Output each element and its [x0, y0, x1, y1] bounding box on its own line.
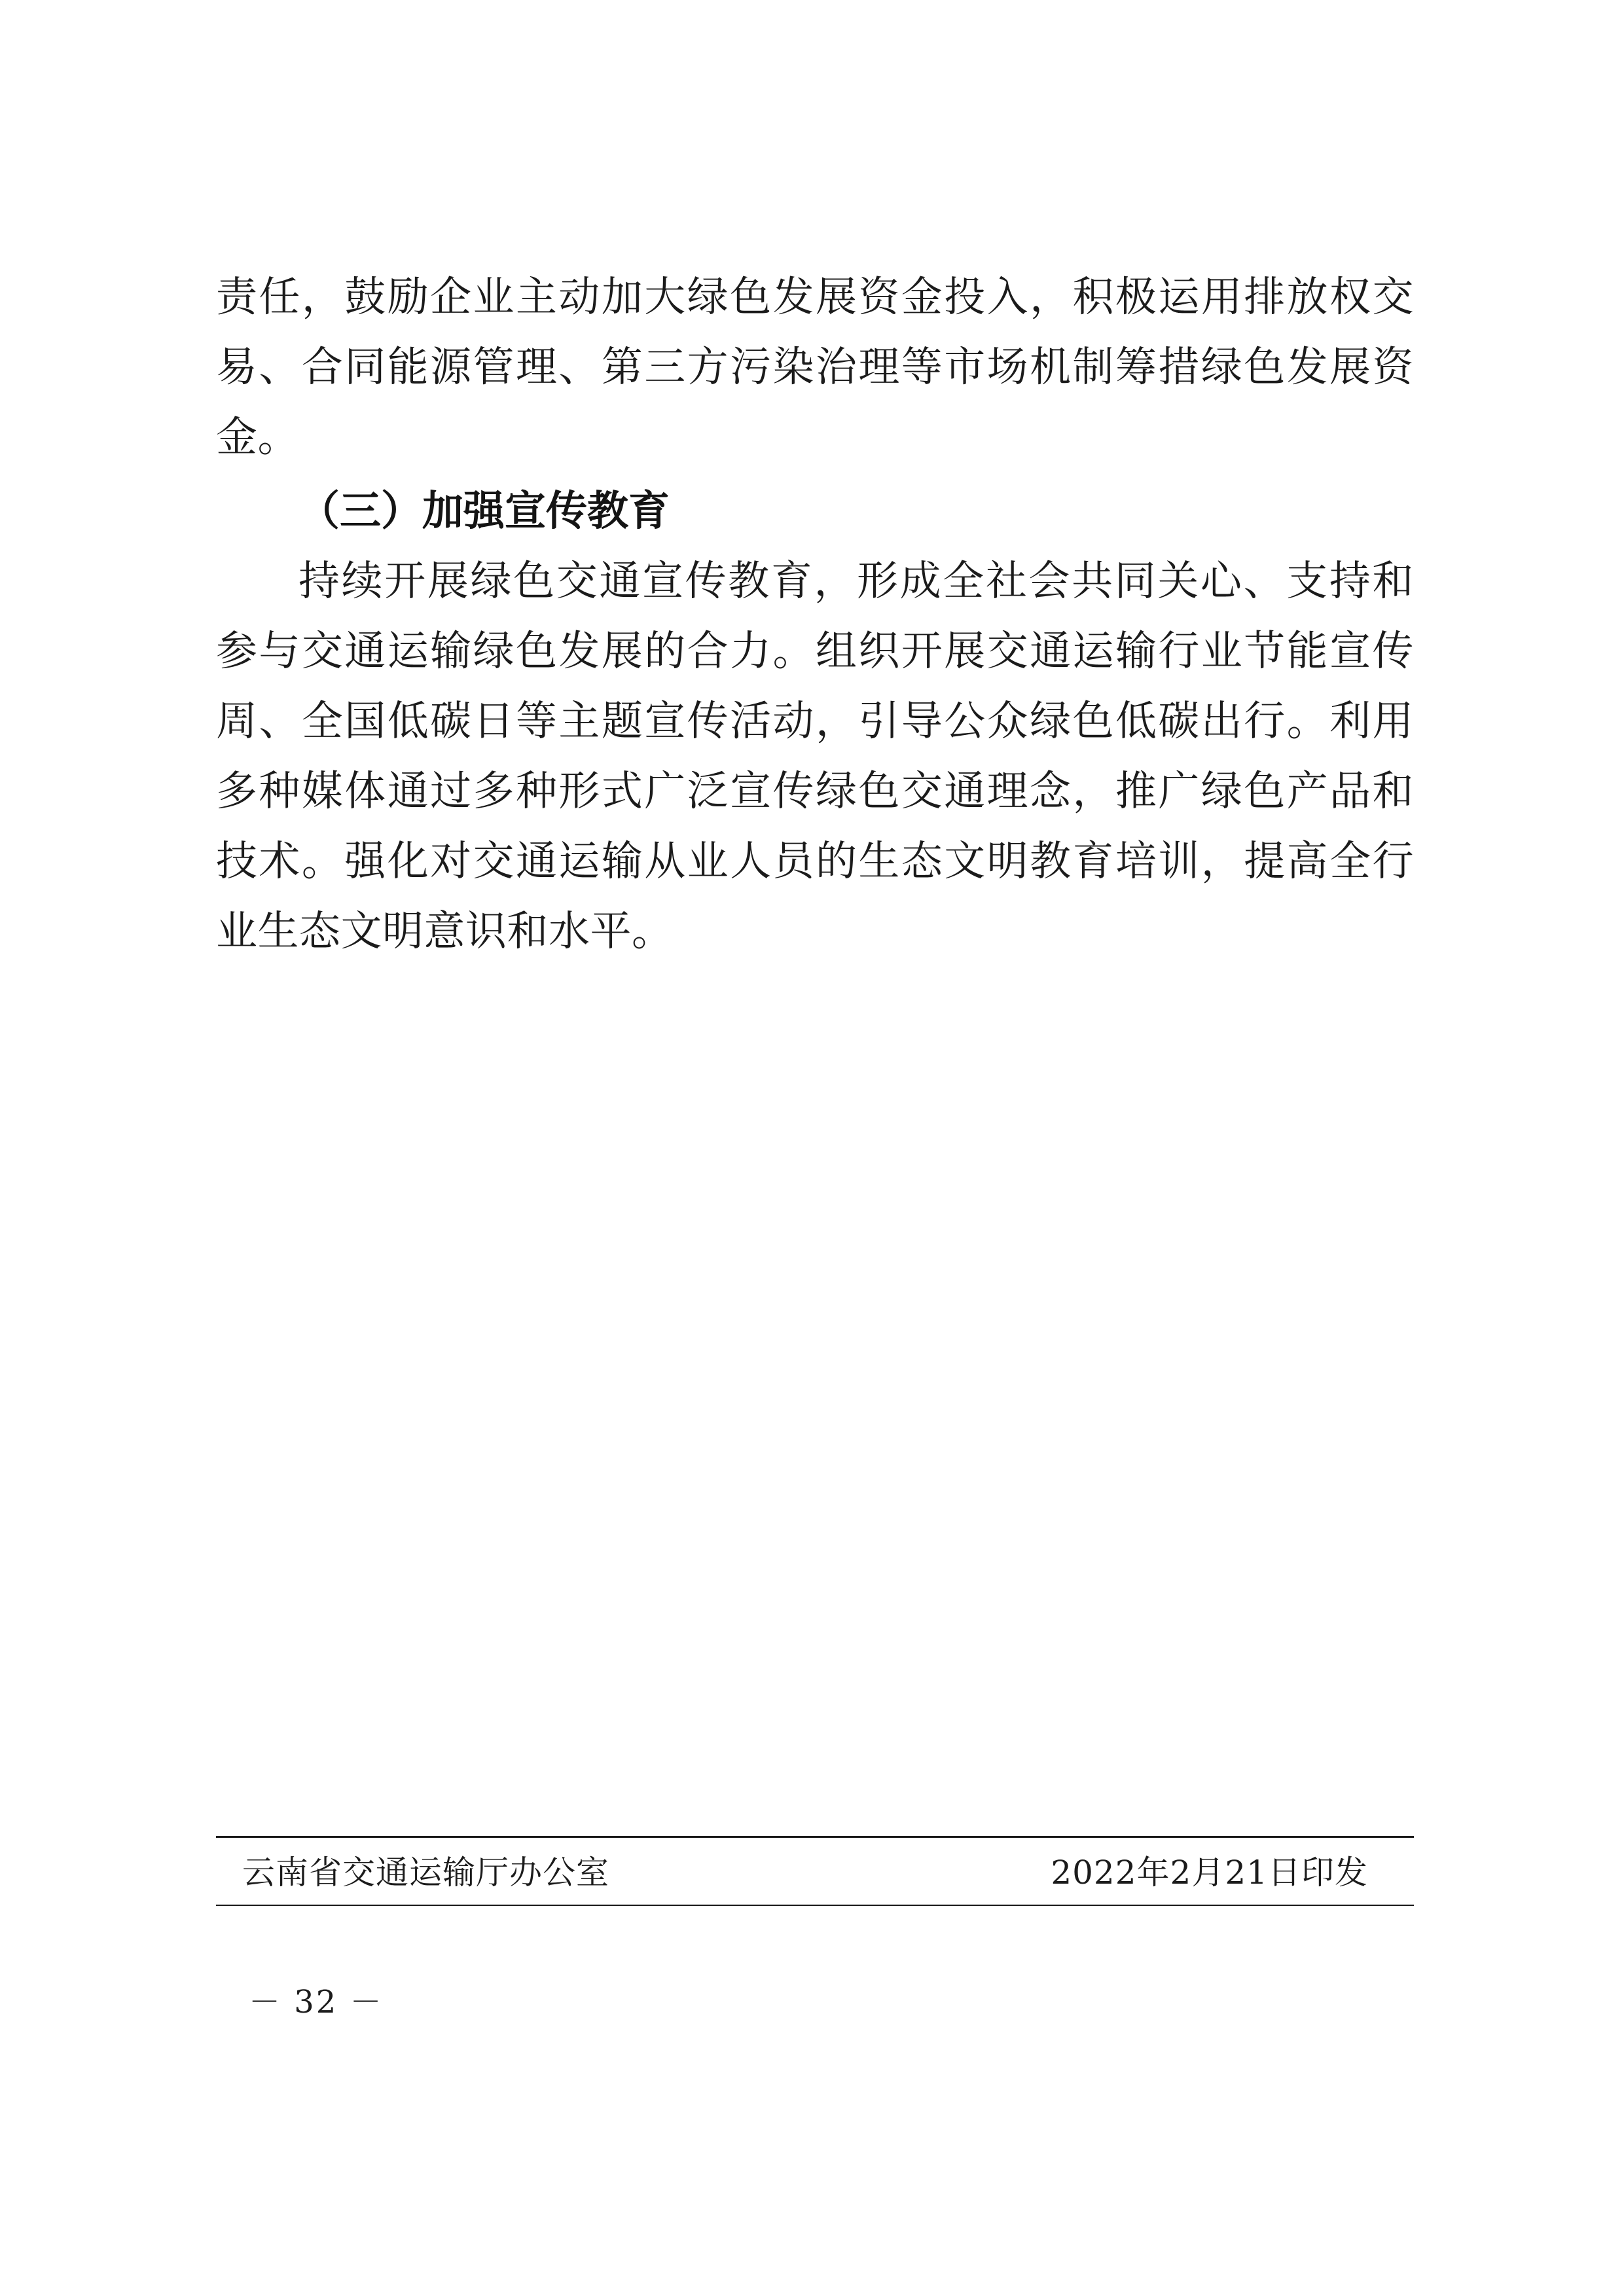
section-heading-publicity-education: （三）加强宣传教育: [298, 487, 670, 535]
footer-row: [216, 1838, 1414, 1905]
footer-bottom-rule: [216, 1905, 1414, 1906]
paragraph-continued: 责任，鼓励企业主动加大绿色发展资金投入，积极运用排放权交易、合同能源管理、第三方污染治理等市场机制筹措绿色发展资金。: [216, 273, 1414, 461]
footer-issue-date: 2022年2月21日印发: [1051, 1854, 1368, 1892]
document-body: [216, 262, 1414, 966]
page-number: － 32 －: [249, 1984, 384, 2020]
paragraph-publicity-education: 持续开展绿色交通宣传教育，形成全社会共同关心、支持和参与交通运输绿色发展的合力。组织开展交通运输行业节能宣传周、全国低碳日等主题宣传活动，引导公众绿色低碳出行。利用多种媒体通过多种形式广泛宣传绿色交通理念，推广绿色产品和技术。强化对交通运输从业人员的生态文明教育培训，提高全行业生态文明意识和水平。: [216, 557, 1414, 955]
page-footer: [216, 1836, 1414, 1906]
footer-issuer: 云南省交通运输厅办公室: [242, 1854, 609, 1892]
